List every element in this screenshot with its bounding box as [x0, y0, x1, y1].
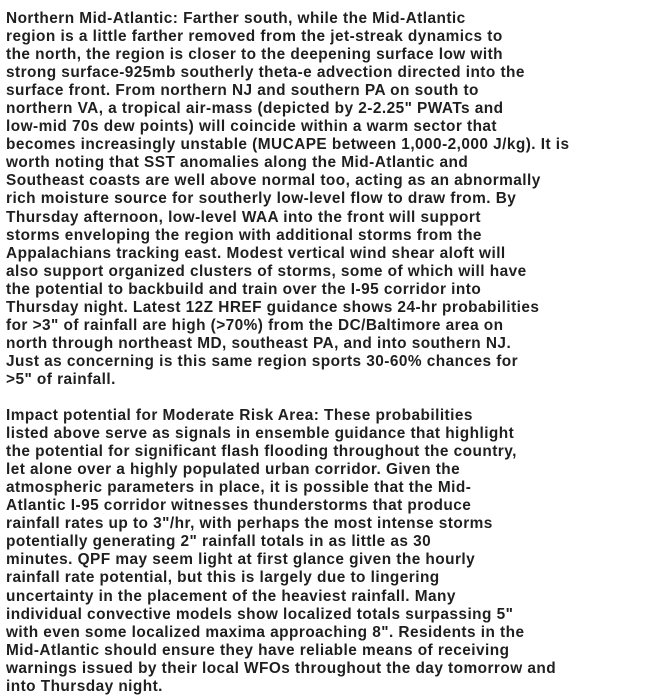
text-line: Mid-Atlantic should ensure they have reliable means of receiving: [6, 641, 510, 659]
text-line: listed above serve as signals in ensemble guidance that highlight: [6, 425, 515, 443]
text-line: strong surface-925mb southerly theta-e advection directed into the: [6, 64, 525, 82]
text-line: atmospheric parameters in place, it is possible that the Mid-: [6, 479, 472, 497]
text-line: minutes. QPF may seem light at first glance given the hourly: [6, 551, 476, 569]
text-line: potentially generating 2" rainfall totals in as little as 30: [6, 533, 432, 551]
text-line: Just as concerning is this same region sports 30-60% chances for: [6, 352, 519, 370]
text-line: surface front. From northern NJ and southern PA on south to: [6, 82, 479, 100]
text-line: low-mid 70s dew points) will coincide within a warm sector that: [6, 118, 498, 136]
text-line: the north, the region is closer to the deepening surface low with: [6, 46, 504, 64]
paragraph-northern-mid-atlantic: [6, 10, 654, 389]
text-line: also support organized clusters of storms, some of which will have: [6, 262, 527, 280]
text-line: northern VA, a tropical air-mass (depicted by 2-2.25" PWATs and: [6, 100, 504, 118]
text-line: worth noting that SST anomalies along the Mid-Atlantic and: [6, 154, 469, 172]
text-line: Atlantic I-95 corridor witnesses thunderstorms that produce: [6, 497, 472, 515]
forecast-discussion-text: [6, 10, 654, 696]
text-line: Thursday afternoon, low-level WAA into the front will support: [6, 208, 481, 226]
text-line: individual convective models show localized totals surpassing 5": [6, 605, 514, 623]
text-line: >5" of rainfall.: [6, 370, 116, 388]
text-line: Appalachians tracking east. Modest vertical wind shear aloft will: [6, 244, 506, 262]
text-line: Thursday night. Latest 12Z HREF guidance shows 24-hr probabilities: [6, 298, 540, 316]
text-line: region is a little farther removed from the jet-streak dynamics to: [6, 28, 503, 46]
text-line: let alone over a highly populated urban corridor. Given the: [6, 461, 461, 479]
text-line: storms enveloping the region with additional storms from the: [6, 226, 482, 244]
text-line: rainfall rate potential, but this is largely due to lingering: [6, 569, 440, 587]
text-line: rainfall rates up to 3"/hr, with perhaps the most intense storms: [6, 515, 493, 533]
text-line: rich moisture source for southerly low-level flow to draw from. By: [6, 190, 517, 208]
text-line: Northern Mid-Atlantic: Farther south, while the Mid-Atlantic: [6, 10, 466, 27]
text-line: north through northeast MD, southeast PA, and into southern NJ.: [6, 334, 512, 352]
text-line: with even some localized maxima approaching 8". Residents in the: [6, 623, 525, 641]
text-line: becomes increasingly unstable (MUCAPE between 1,000-2,000 J/kg). It is: [6, 136, 570, 154]
paragraph-spacer: [6, 389, 654, 407]
text-line: Southeast coasts are well above normal too, acting as an abnormally: [6, 172, 541, 190]
text-line: for >3" of rainfall are high (>70%) from the DC/Baltimore area on: [6, 316, 504, 334]
text-line: Impact potential for Moderate Risk Area: These probabilities: [6, 407, 473, 425]
text-line: the potential to backbuild and train over the I-95 corridor into: [6, 280, 482, 298]
text-line: into Thursday night.: [6, 677, 163, 695]
text-line: the potential for significant flash flooding throughout the country,: [6, 443, 517, 461]
paragraph-impact-potential: [6, 407, 654, 696]
text-line: uncertainty in the placement of the heaviest rainfall. Many: [6, 587, 456, 605]
text-line: warnings issued by their local WFOs throughout the day tomorrow and: [6, 659, 557, 677]
